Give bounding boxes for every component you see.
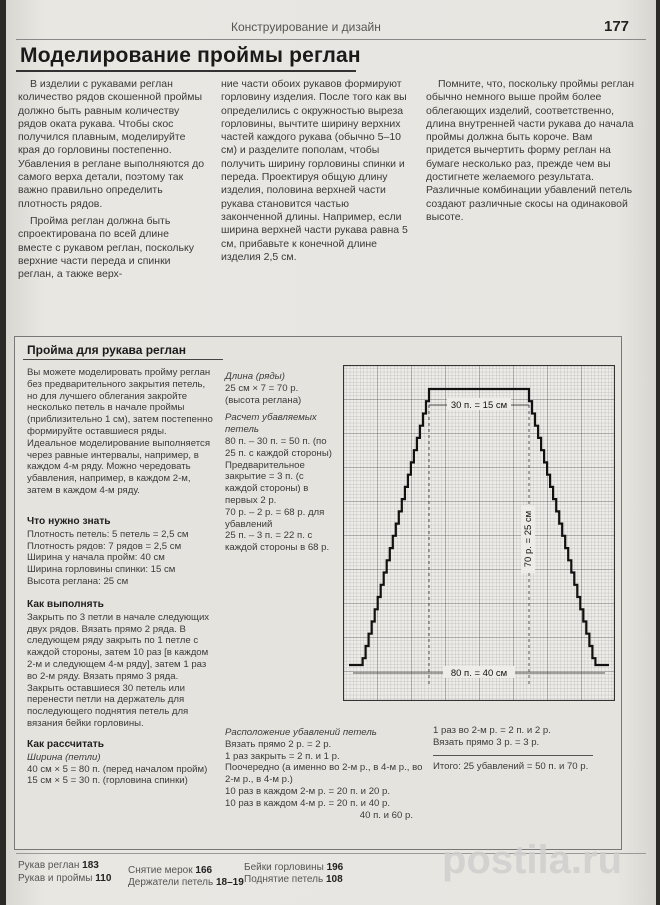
raglan-chart — [343, 365, 615, 706]
footer-ref[interactable] — [18, 860, 99, 871]
bottom-width-label: 80 п. = 40 см — [450, 668, 508, 679]
box-title: Пройма для рукава реглан — [27, 343, 186, 357]
header-rule — [16, 39, 646, 40]
footer-ref-label: Поднятие петель — [244, 874, 324, 885]
top-width-label: 30 п. = 15 см — [450, 400, 508, 411]
footer-ref-page: 196 — [326, 862, 344, 873]
book-page — [6, 0, 656, 905]
page-title: Моделирование проймы реглан — [20, 44, 361, 67]
placement-right-line: Вязать прямо 3 р. = 3 р. — [433, 736, 540, 748]
do-heading: Как выполнять — [27, 599, 104, 610]
footer-ref-page: 183 — [82, 860, 99, 871]
footer-ref-label: Рукав и проймы — [18, 873, 93, 884]
dist-line: Предварительное закрытие = 3 п. (с каждой стороны) в первых 2 р. — [225, 459, 309, 506]
placement-right — [433, 725, 613, 772]
box-intro-text: Вы можете моделировать пройму реглан без предварительного закрытия петель, но для лучшего облегания закройте несколько петель в начале проймы (приблизительно 1 см), затем постепенно формируйте оставшиеся ряды. — [27, 367, 213, 437]
footer-ref-label: Держатели петель — [128, 877, 214, 888]
box-intro — [27, 367, 215, 497]
need-line: Плотность петель: 5 петель = 2,5 см — [27, 528, 189, 540]
dist-line: 25 п. – 3 п. = 22 п. с каждой стороны в 68 р. — [225, 530, 330, 554]
section-name: Конструирование и дизайн — [231, 20, 381, 34]
length-text: 25 см × 7 = 70 р. (высота реглана) — [225, 382, 302, 406]
intro-paragraph: Пройма реглан должна быть спроектирована по всей длине вместе с рукавом реглан, поскольку верхние части переда и спинки реглан, а также верх- — [18, 214, 194, 281]
total-rule — [433, 755, 593, 756]
placement-line: 1 раз закрыть = 2 п. и 1 р. — [225, 750, 340, 762]
raglan-armhole-box — [14, 336, 622, 850]
footer-ref[interactable] — [244, 874, 343, 885]
calc-subheading: Ширина (петли) — [27, 751, 101, 763]
need-line: Ширина горловины спинки: 15 см — [27, 564, 176, 576]
watermark: postila.ru — [442, 838, 623, 882]
intro-paragraph: Помните, что, поскольку проймы реглан обычно немного выше пройм более облегающих изделий, соответственно, длина внутренней части рукава до начала проймы должна быть короче. Вам придется вычертить форму реглан на бумаге несколько раз, прежде чем вы достигнете желаемого результата. Различные комбинации убавлений петель создают различные скосы на одинаковой высоте. — [426, 78, 634, 223]
calc-line: 15 см × 5 = 30 п. (горловина спинки) — [27, 775, 188, 787]
intro-column-1 — [18, 78, 206, 285]
need-line: Ширина у начала пройм: 40 см — [27, 552, 165, 564]
need-line: Плотность рядов: 7 рядов = 2,5 см — [27, 540, 182, 552]
footer-ref-page: 108 — [325, 874, 343, 885]
decrease-placement — [225, 727, 425, 821]
do-text: Закрыть по 3 петли в начале следующих двух рядов. Вязать прямо 2 ряда. В следующем ряду закрыть по 1 петле с каждой стороны, затем 10 раз [в каждом 2-м и следующем 4-м ряду], затем 1 раз во 2-м ряду. Вязать прямо 3 ряда. Закрыть оставшиеся 30 петель или перенести петли на держатель для последующего поднятия петель для вязания бейки горловины. — [27, 611, 210, 729]
how-to-work — [27, 599, 215, 730]
dist-heading: Расчет убавляемых петель — [225, 412, 317, 436]
height-label: 70 р. = 25 см — [523, 510, 534, 568]
title-rule — [16, 70, 356, 72]
how-to-calculate — [27, 739, 227, 787]
raglan-grid-svg — [343, 365, 615, 701]
placement-line: Вязать прямо 2 р. = 2 р. — [225, 738, 332, 750]
intro-column-2 — [221, 78, 411, 268]
dist-line: 80 п. – 30 п. = 50 п. (по 25 п. с каждой стороны) — [225, 435, 332, 459]
intro-paragraph: В изделии с рукавами реглан количество рядов скошенной проймы должно быть равным количеству рядов оката рукава. Чтобы скос получился плавным, моделируйте края до горловины постепенно. Убавления в реглане выполняются до самого верха детали, поэтому так важно правильно определить плотность рядов. — [18, 78, 205, 210]
intro-column-3 — [426, 78, 636, 228]
need-heading: Что нужно знать — [27, 516, 111, 527]
footer-ref[interactable] — [128, 865, 212, 876]
running-header — [6, 0, 656, 40]
page-number: 177 — [604, 18, 630, 35]
placement-heading: Расположение убавлений петель — [225, 727, 377, 738]
placement-line: 10 раз в каждом 2-м р. = 20 п. и 20 р. — [225, 785, 391, 797]
placement-line: 40 п. и 60 р. — [359, 809, 413, 821]
footer-ref[interactable] — [244, 862, 343, 873]
footer-ref-label: Снятие мерок — [128, 865, 193, 876]
intro-paragraph: ние части обоих рукавов формируют горловину изделия. После того как вы определились с окружностью выреза горловины, вычтите ширину верхних частей каждого рукава (обычно 5–10 см) и разделите пополам, чтобы получить ширину горловины спинки и переда. Проектируя общую длину изделия, половина верхней части рукава становится частью законченной длины. Например, если ширина верхней части рукава равна 5 см, прибавьте к конечной длине изделия 2,5 см. — [221, 78, 408, 263]
box-title-rule — [23, 359, 223, 360]
dist-line: 70 р. – 2 р. = 68 р. для убавлений — [225, 506, 325, 530]
calc-middle-column — [225, 371, 333, 554]
need-line: Высота реглана: 25 см — [27, 575, 129, 587]
calc-heading: Как рассчитать — [27, 739, 104, 750]
calc-line: 40 см × 5 = 80 п. (перед началом пройм) — [27, 763, 208, 775]
footer-ref-label: Рукав реглан — [18, 860, 80, 871]
length-heading: Длина (ряды) — [225, 371, 285, 382]
placement-line: 10 раз в каждом 4-м р. = 20 п. и 40 р. — [225, 797, 391, 809]
footer-ref-page: 18–19 — [216, 877, 244, 888]
need-to-know — [27, 516, 215, 588]
footer-ref-page: 166 — [195, 865, 213, 876]
grid-major-lines — [343, 365, 615, 701]
box-intro-text: Идеальное моделирование выполняется через равные интервалы, например, в каждом 4-м ряду. Можно чередовать убавления, например, в каждом 2-м, затем в каждом 4-м ряду. — [27, 437, 211, 496]
footer-ref-label: Бейки горловины — [244, 862, 324, 873]
footer-ref[interactable] — [18, 873, 111, 884]
footer-ref[interactable] — [128, 877, 244, 888]
footer-ref-page: 110 — [95, 873, 112, 884]
placement-line: Поочередно (а именно во 2-м р., в 4-м р., во 2-м р., в 4-м р.) — [225, 762, 423, 786]
total-line: Итого: 25 убавлений = 50 п. и 70 р. — [433, 760, 589, 772]
placement-right-line: 1 раз во 2-м р. = 2 п. и 2 р. — [433, 725, 551, 736]
